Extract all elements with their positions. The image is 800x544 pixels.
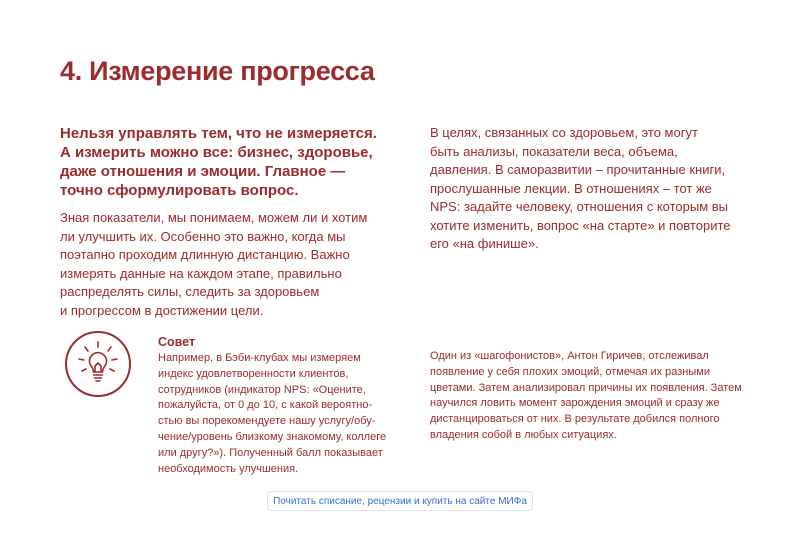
tip-title: Совет — [158, 335, 196, 349]
page-title: 4. Измерение прогресса — [60, 56, 375, 86]
lightbulb-icon — [64, 330, 132, 398]
body-paragraph-left: Зная показатели, мы понимаем, можем ли и хотим ли улучшить их. Особенно это важно, когда мы поэтапно проходим длинную дистанцию. Важно измерять данные на каждом этапе, правильно распределять силы, следить за здоровьем и прогрессом в достижении цели. — [60, 210, 368, 318]
story-paragraph: Один из «шагофонистов», Антон Гиричев, отслеживал появление у себя плохих эмоций, отмечая их разными цветами. Затем анализировал причины их появления. Затем научился ловить момент зарождения эмоций и сразу же дистанцироваться от них. В результате добился полного владения собой в любых ситуациях. — [430, 350, 742, 441]
lead-paragraph: Нельзя управлять тем, что не измеряется. А измерить можно все: бизнес, здоровье, даже отношения и эмоции. Главное — точно сформулировать вопрос. — [60, 125, 377, 199]
store-link-button[interactable]: Почитать списание, рецензии и купить на сайте МИФа — [267, 491, 533, 511]
body-paragraph-right: В целях, связанных со здоровьем, это могут быть анализы, показатели веса, объема, давления. В саморазвитии – прочитанные книги, прослушанные лекции. В отношениях – тот же NPS: задайте человеку, отношения с которым вы хотите изменить, вопрос «на старте» и повторите его «на финише». — [430, 125, 731, 251]
tip-text: Например, в Бэби-клубах мы измеряем индекс удовлетворенности клиентов, сотрудников (индикатор NPS: «Оцените, пожалуйста, от 0 до 10, с какой вероятно- стью вы порекомендуете нашу услугу/обу- чение/уровень близкому знакомому, коллеге или другу?»). Полученный балл показывает необходимость улучшения. — [158, 352, 387, 475]
